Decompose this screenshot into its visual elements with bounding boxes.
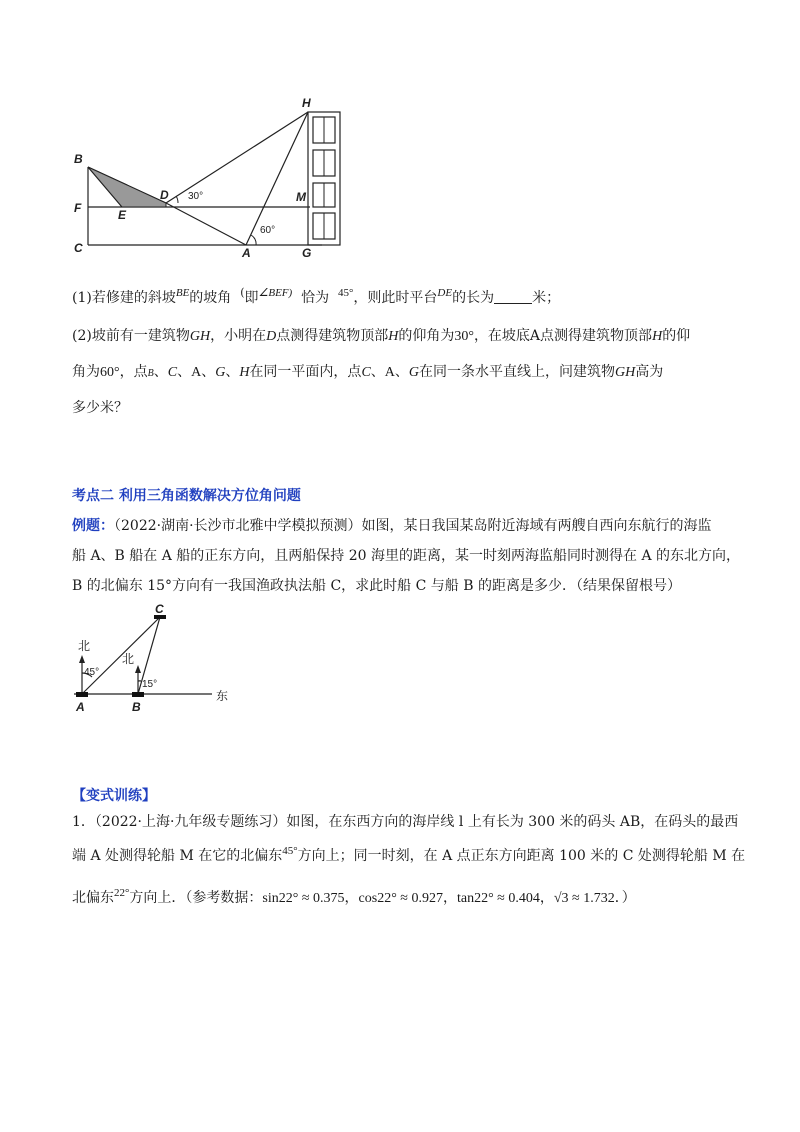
answer-blank <box>494 289 532 304</box>
q1-prefix: (1)若修建的斜坡 <box>72 290 176 306</box>
ref-sin: sin22° ≈ 0.375 <box>262 891 345 906</box>
example-label: 例题： <box>72 518 114 534</box>
q1-mid3: 的长为 <box>452 290 495 306</box>
question-2-line2: 角为60°，点B、C、A、G、H在同一平面内，点C、A、G在同一条水平直线上，问建筑物GH高为 <box>72 364 664 380</box>
figure-bearing <box>70 603 240 715</box>
q2-sep3: 、 <box>201 364 216 380</box>
q2-l2-d: 在同一平面内，点 <box>249 364 362 380</box>
q2-sep5: 、 <box>370 364 385 380</box>
east-label: 东 <box>216 689 229 703</box>
q2-gh: GH <box>189 329 211 344</box>
q2-text-c: 点测得建筑物顶部 <box>276 328 389 344</box>
ex1-45: 45° <box>282 845 298 857</box>
point-c: C <box>155 603 164 616</box>
ex1-l2b: 方向上；同一时刻，在 A 点正东方向距离 100 米的 C 处测得轮船 M 在 <box>297 848 746 864</box>
ref-sqrt3: √3 ≈ 1.732 <box>553 891 615 906</box>
q2-h: H <box>388 329 399 344</box>
label-F: F <box>74 201 82 215</box>
ref-comma1: ， <box>344 890 359 906</box>
ref-tan: tan22° ≈ 0.404 <box>456 891 540 906</box>
label-C: C <box>74 241 83 255</box>
example-line3: B 的北偏东 15°方向有一我国渔政执法船 C，求此时船 C 与船 B 的距离是多少．（结果保留根号） <box>72 578 681 594</box>
section-title-2: 考点二 利用三角函数解决方位角问题 <box>72 488 301 504</box>
angle-a-label: 60° <box>260 225 276 236</box>
label-E: E <box>118 208 127 222</box>
label-A: A <box>242 246 251 260</box>
ex1-l3b: 方向上．（参考数据： <box>129 890 263 906</box>
north-label-b: 北 <box>122 652 135 666</box>
exercise-1-line3 <box>72 888 636 909</box>
question-1 <box>72 288 560 309</box>
q1-mid2: ，则此时平台 <box>353 290 438 306</box>
figure-slope-building <box>70 95 350 260</box>
ref-comma3: ， <box>539 890 554 906</box>
q2-text-d: 的仰角为 <box>398 328 455 344</box>
q2-gh2: GH <box>615 365 636 380</box>
ex1-l3a: 北偏东 <box>72 890 114 906</box>
example-text1: （2022·湖南·长沙市北雅中学模拟预测）如图，某日我国某岛附近海域有两艘自西向东航行的海监 <box>114 518 712 534</box>
ref-cos: cos22° ≈ 0.927 <box>358 891 443 906</box>
section-title-3: 【变式训练】 <box>72 788 156 804</box>
label-B: B <box>74 152 83 166</box>
label-D: D <box>160 188 169 202</box>
ref-end: ．） <box>614 890 636 906</box>
q2-text-a: (2)坡前有一建筑物 <box>72 328 190 344</box>
label-H: H <box>302 96 311 110</box>
q2-h2: H <box>652 329 663 344</box>
q1-be: BE <box>175 287 190 299</box>
question-2-line3: 多少米？ <box>72 400 128 416</box>
q2-d: D <box>266 329 277 344</box>
q1-tail: 米； <box>532 290 561 306</box>
example-line2: 船 A、B 船在 A 船的正东方向，且两船保持 20 海里的距离，某一时刻两海监船同时测得在 A 的东北方向， <box>72 548 741 564</box>
label-M: M <box>296 190 306 204</box>
point-a: A <box>76 700 85 714</box>
q1-paren: ( <box>240 286 245 299</box>
exercise-1-line2 <box>72 846 745 867</box>
point-b: B <box>132 700 141 714</box>
q2-60: 60° <box>100 365 120 380</box>
angle-15-label: 15° <box>142 679 158 690</box>
q2-l2-a: 角为 <box>72 364 100 380</box>
ref-comma2: ， <box>442 890 457 906</box>
q1-qia: 恰为 <box>301 290 330 306</box>
q2-30: 30° <box>454 329 474 344</box>
q2-sep2: 、 <box>177 364 192 380</box>
example-line1 <box>72 516 712 536</box>
q1-deg: 45° <box>338 287 354 299</box>
angle-45-label: 45° <box>84 667 100 678</box>
q2-text-b: ，小明在 <box>210 328 267 344</box>
q1-de: DE <box>437 287 453 299</box>
q1-mid1: 的坡角 <box>189 290 232 306</box>
q2-text-f: 的仰 <box>662 328 691 344</box>
q2-sep6: 、 <box>394 364 409 380</box>
q1-ji: 即 <box>244 290 259 306</box>
q1-angle: ∠BEF) <box>258 287 293 299</box>
q2-l2-b: ，点 <box>119 364 148 380</box>
question-2-line1 <box>72 326 690 347</box>
ex1-22: 22° <box>114 887 130 899</box>
north-label-a: 北 <box>78 639 91 653</box>
exercise-1-line1: 1．（2022·上海·九年级专题练习）如图，在东西方向的海岸线 l 上有长为 300 米的码头 AB，在码头的最西 <box>72 814 739 830</box>
ex1-l2a: 端 A 处测得轮船 M 在它的北偏东 <box>72 848 283 864</box>
q2-sep4: 、 <box>225 364 240 380</box>
q2-sep1: 、 <box>153 364 168 380</box>
q2-text-e: ，在坡底A点测得建筑物顶部 <box>473 328 653 344</box>
label-G: G <box>302 246 312 260</box>
q2-l2-f: 高为 <box>635 364 664 380</box>
angle-d-label: 30° <box>188 191 204 202</box>
q2-l2-e: 在同一条水平直线上，问建筑物 <box>419 364 616 380</box>
